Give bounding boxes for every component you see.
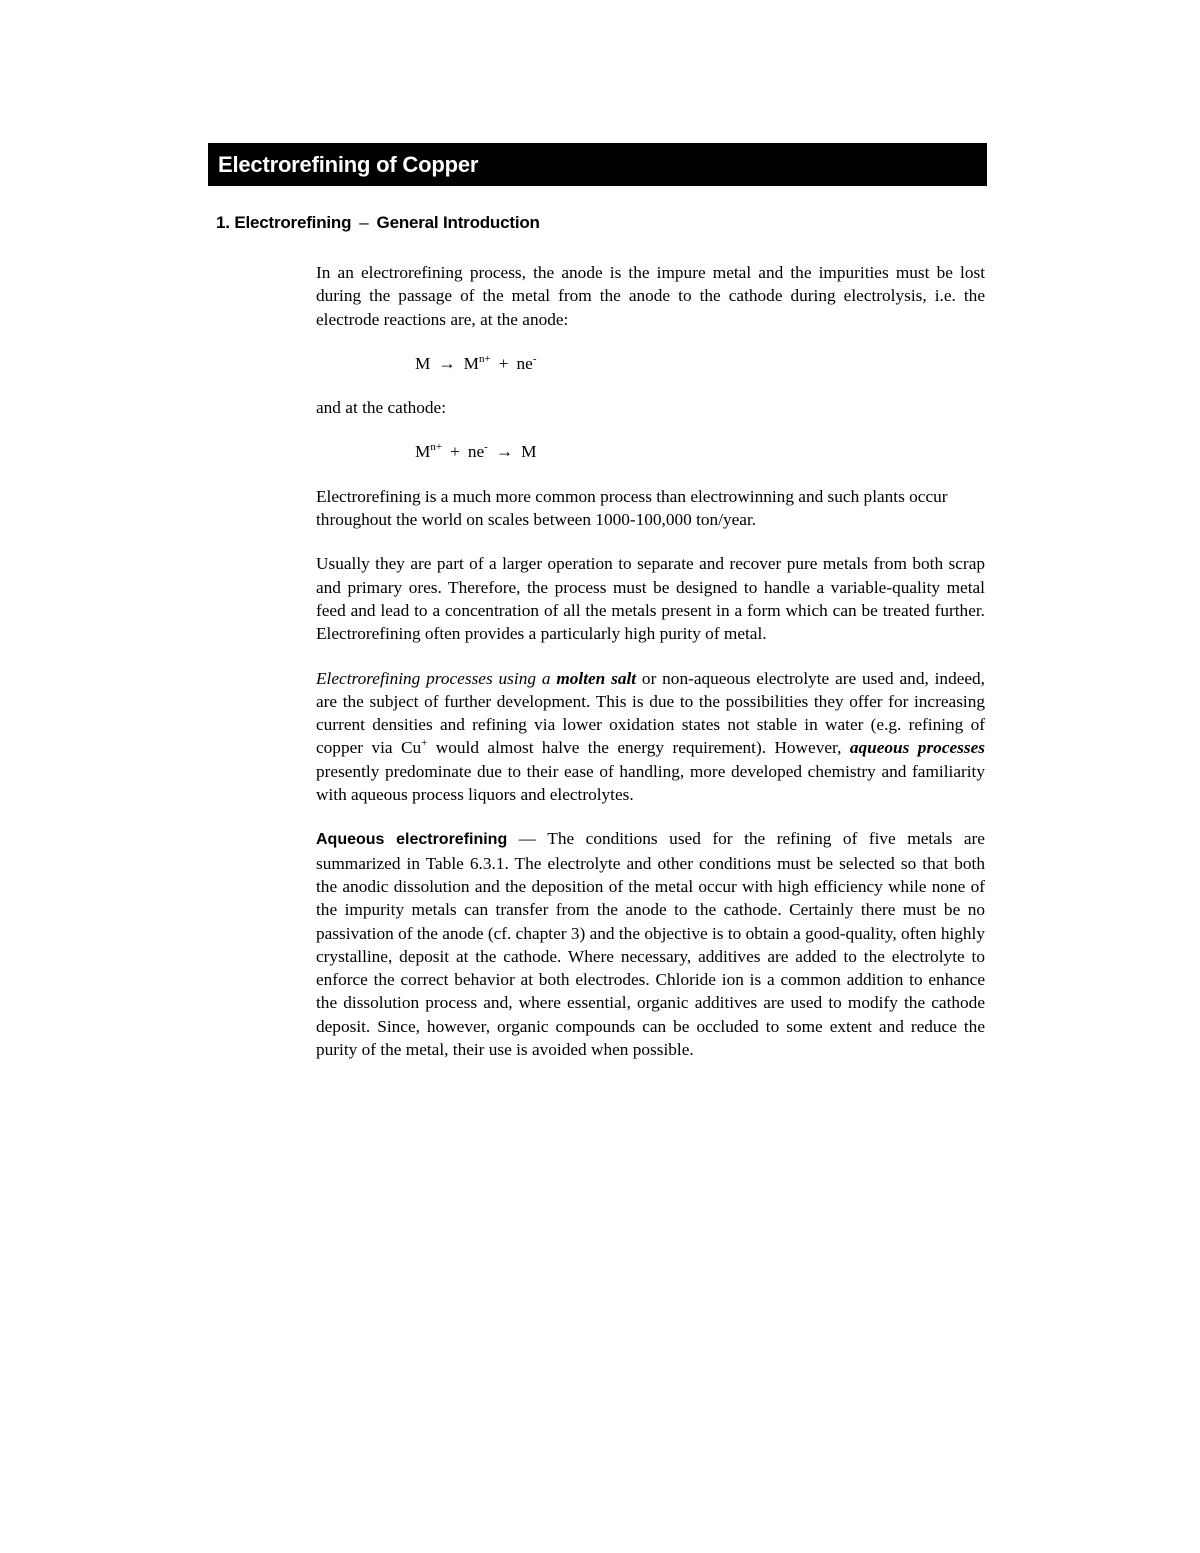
eq1-lhs: M (415, 353, 431, 373)
eq2-electron-charge: - (484, 441, 488, 454)
molten-salt-paragraph (316, 667, 985, 807)
document-title: Electrorefining of Copper (218, 151, 479, 177)
molten-salt-text-c: presently predominate due to their ease of handling, more developed chemistry and familiarity with aqueous process liquors and electrolytes. (316, 761, 985, 805)
cu-ion-charge: + (421, 737, 428, 750)
eq1-ion-charge: n+ (479, 352, 491, 365)
eq2-electrons: ne (467, 442, 485, 462)
cathode-intro: and at the cathode: (316, 398, 447, 418)
intro-paragraph: In an electrorefining process, the anode is the impure metal and the impurities must be lost during the passage of the metal from the anode to the cathode during electrolysis, i.e. the electrode reactions are, at the anode: (316, 263, 985, 329)
molten-salt-text-b: would almost halve the energy requirement). However, (427, 738, 842, 758)
eq1-plus: + (498, 353, 509, 373)
cathode-equation (415, 440, 985, 463)
section-heading-sub: General Introduction (376, 213, 540, 232)
aqueous-text: The conditions used for the refining of five metals are summarized in Table 6.3.1. The electrolyte and other conditions must be selected so that both the anodic dissolution and the deposition of the metal occur with high efficiency while none of the impurity metals can transfer from the anode to the cathode. Certainly there must be no passivation of the anode (cf. chapter 3) and the objective is to obtain a good-quality, often highly crystalline, deposit at the cathode. Where necessary, additives are added to the electrolyte to enforce the correct behavior at both electrodes. Chloride ion is a common addition to enhance the dissolution process and, where essential, organic additives are used to modify the cathode deposit. Since, however, organic compounds can be occluded to some extent and reduce the purity of the metal, their use is avoided when possible. (316, 829, 985, 1060)
eq2-ion-charge: n+ (430, 441, 443, 454)
anode-equation (415, 352, 985, 375)
aqueous-dash: — (507, 829, 548, 849)
molten-salt-term: molten salt (556, 668, 637, 688)
eq1-electrons: ne (516, 353, 533, 373)
eq1-arrow: → (438, 353, 456, 373)
section-heading-dash: – (359, 213, 369, 232)
eq1-ion: M (463, 353, 480, 373)
eq2-ion: M (415, 442, 431, 462)
aqueous-paragraph (316, 827, 985, 1061)
eq2-arrow: → (495, 442, 514, 462)
molten-salt-lead: Electrorefining processes using a (316, 668, 551, 688)
section-heading-main: Electrorefining (234, 213, 352, 232)
section-number: 1. (216, 213, 230, 232)
section-heading (216, 213, 540, 233)
eq1-electron-charge: - (532, 352, 537, 365)
aqueous-lead: Aqueous electrorefining (316, 831, 508, 849)
body-column (316, 261, 985, 1082)
operation-paragraph: Usually they are part of a larger operation to separate and recover pure metals from both scrap and primary ores. Therefore, the process must be designed to handle a variable-quality metal feed and lead to a concentration of all the metals present in a form which can be treated further. Electrorefining often provides a particularly high purity of metal. (316, 554, 985, 644)
molten-salt-text-a: or non-aqueous electrolyte are used and, indeed, are the subject of further development. This is due to the possibilities they offer for increasing current densities and refining via lower oxidation states not stable in water (e.g. refining of copper via Cu (316, 668, 986, 758)
eq2-rhs: M (521, 442, 537, 462)
eq2-plus: + (450, 442, 460, 462)
scale-paragraph: Electrorefining is a much more common process than electrowinning and such plants occur throughout the world on scales between 1000-100,000 ton/year. (316, 486, 948, 530)
aqueous-processes-term: aqueous processes (849, 738, 986, 758)
title-banner (208, 143, 987, 186)
